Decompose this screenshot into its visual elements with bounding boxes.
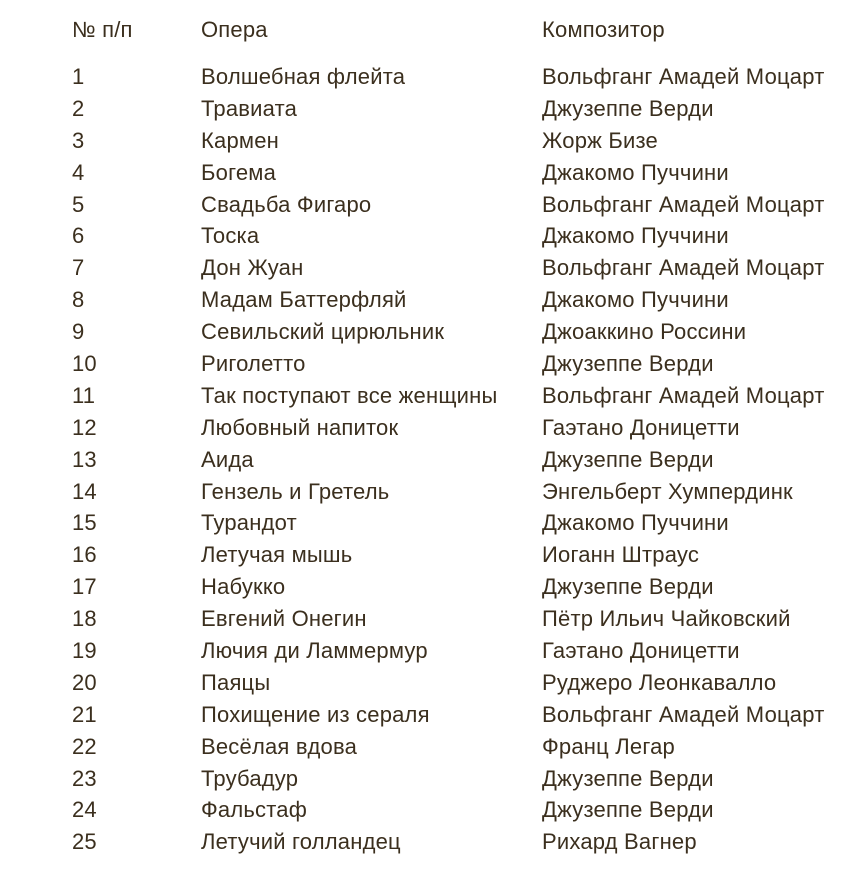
- row-number: 1: [72, 63, 85, 89]
- row-number: 24: [72, 797, 97, 823]
- table-row: [72, 380, 842, 412]
- opera-title: Любовный напиток: [201, 414, 399, 440]
- row-number: 2: [72, 95, 85, 121]
- row-number: 12: [72, 414, 97, 440]
- composer-name: Джакомо Пуччини: [542, 287, 729, 313]
- opera-title: Дон Жуан: [201, 255, 304, 281]
- opera-title: Кармен: [201, 127, 279, 153]
- opera-title: Тоска: [201, 223, 260, 249]
- opera-title: Летучий голландец: [201, 829, 401, 855]
- composer-name: Энгельберт Хумпердинк: [542, 478, 793, 504]
- table-row: [72, 125, 842, 157]
- composer-name: Вольфганг Амадей Моцарт: [542, 191, 825, 217]
- row-number: 7: [72, 255, 85, 281]
- opera-title: Свадьба Фигаро: [201, 191, 372, 217]
- composer-name: Франц Легар: [542, 733, 675, 759]
- row-number: 4: [72, 159, 85, 185]
- table-row: [72, 316, 842, 348]
- table-row: [72, 794, 842, 826]
- header-num: № п/п: [72, 16, 133, 42]
- row-number: 17: [72, 574, 97, 600]
- row-number: 23: [72, 765, 97, 791]
- opera-title: Травиата: [201, 95, 298, 121]
- composer-name: Иоганн Штраус: [542, 542, 700, 568]
- table-row: [72, 507, 842, 539]
- opera-title: Богема: [201, 159, 277, 185]
- table-row: [72, 667, 842, 699]
- composer-name: Вольфганг Амадей Моцарт: [542, 63, 825, 89]
- opera-title: Весёлая вдова: [201, 733, 358, 759]
- composer-name: Рихард Вагнер: [542, 829, 697, 855]
- opera-title: Риголетто: [201, 350, 306, 376]
- header-row: [72, 14, 842, 61]
- table-row: [72, 571, 842, 603]
- composer-name: Джузеппе Верди: [542, 765, 714, 791]
- composer-name: Жорж Бизе: [542, 127, 658, 153]
- opera-title: Похищение из сераля: [201, 701, 430, 727]
- row-number: 18: [72, 606, 97, 632]
- table-row: [72, 157, 842, 189]
- table-row: [72, 731, 842, 763]
- composer-name: Джакомо Пуччини: [542, 159, 729, 185]
- opera-title: Аида: [201, 446, 254, 472]
- opera-title: Гензель и Гретель: [201, 478, 390, 504]
- table-row: [72, 826, 842, 858]
- table-row: [72, 284, 842, 316]
- opera-title: Мадам Баттерфляй: [201, 287, 407, 313]
- composer-name: Вольфганг Амадей Моцарт: [542, 255, 825, 281]
- composer-name: Джузеппе Верди: [542, 446, 714, 472]
- opera-title: Севильский цирюльник: [201, 319, 445, 345]
- composer-name: Джакомо Пуччини: [542, 510, 729, 536]
- composer-name: Руджеро Леонкавалло: [542, 669, 777, 695]
- composer-name: Джакомо Пуччини: [542, 223, 729, 249]
- opera-title: Евгений Онегин: [201, 606, 367, 632]
- row-number: 19: [72, 637, 97, 663]
- row-number: 13: [72, 446, 97, 472]
- table-row: [72, 603, 842, 635]
- composer-name: Джоаккино Россини: [542, 319, 747, 345]
- table-row: [72, 189, 842, 221]
- table-body: [72, 61, 842, 858]
- row-number: 9: [72, 319, 85, 345]
- table-row: [72, 348, 842, 380]
- table-row: [72, 220, 842, 252]
- row-number: 6: [72, 223, 85, 249]
- composer-name: Джузеппе Верди: [542, 350, 714, 376]
- opera-title: Паяцы: [201, 669, 271, 695]
- row-number: 16: [72, 542, 97, 568]
- table-row: [72, 699, 842, 731]
- row-number: 15: [72, 510, 97, 536]
- composer-name: Пётр Ильич Чайковский: [542, 606, 791, 632]
- table-row: [72, 476, 842, 508]
- table-row: [72, 252, 842, 284]
- table-row: [72, 412, 842, 444]
- opera-title: Лючия ди Ламмермур: [201, 637, 428, 663]
- opera-table: [72, 14, 842, 858]
- table-row: [72, 763, 842, 795]
- row-number: 25: [72, 829, 97, 855]
- table-row: [72, 539, 842, 571]
- table-row: [72, 93, 842, 125]
- composer-name: Джузеппе Верди: [542, 574, 714, 600]
- row-number: 20: [72, 669, 97, 695]
- opera-title: Набукко: [201, 574, 286, 600]
- composer-name: Вольфганг Амадей Моцарт: [542, 701, 825, 727]
- composer-name: Джузеппе Верди: [542, 797, 714, 823]
- opera-title: Волшебная флейта: [201, 63, 406, 89]
- table-row: [72, 61, 842, 93]
- composer-name: Джузеппе Верди: [542, 95, 714, 121]
- opera-title: Трубадур: [201, 765, 299, 791]
- header-opera: Опера: [201, 16, 268, 42]
- row-number: 8: [72, 287, 85, 313]
- table-row: [72, 635, 842, 667]
- composer-name: Вольфганг Амадей Моцарт: [542, 382, 825, 408]
- table-row: [72, 444, 842, 476]
- row-number: 21: [72, 701, 97, 727]
- composer-name: Гаэтано Доницетти: [542, 414, 740, 440]
- opera-title: Так поступают все женщины: [201, 382, 498, 408]
- opera-title: Турандот: [201, 510, 297, 536]
- row-number: 11: [72, 382, 96, 408]
- header-composer: Композитор: [542, 16, 665, 42]
- opera-title: Фальстаф: [201, 797, 308, 823]
- row-number: 10: [72, 350, 97, 376]
- row-number: 14: [72, 478, 97, 504]
- table-header: [72, 14, 842, 61]
- row-number: 5: [72, 191, 85, 217]
- opera-title: Летучая мышь: [201, 542, 353, 568]
- row-number: 22: [72, 733, 97, 759]
- composer-name: Гаэтано Доницетти: [542, 637, 740, 663]
- row-number: 3: [72, 127, 85, 153]
